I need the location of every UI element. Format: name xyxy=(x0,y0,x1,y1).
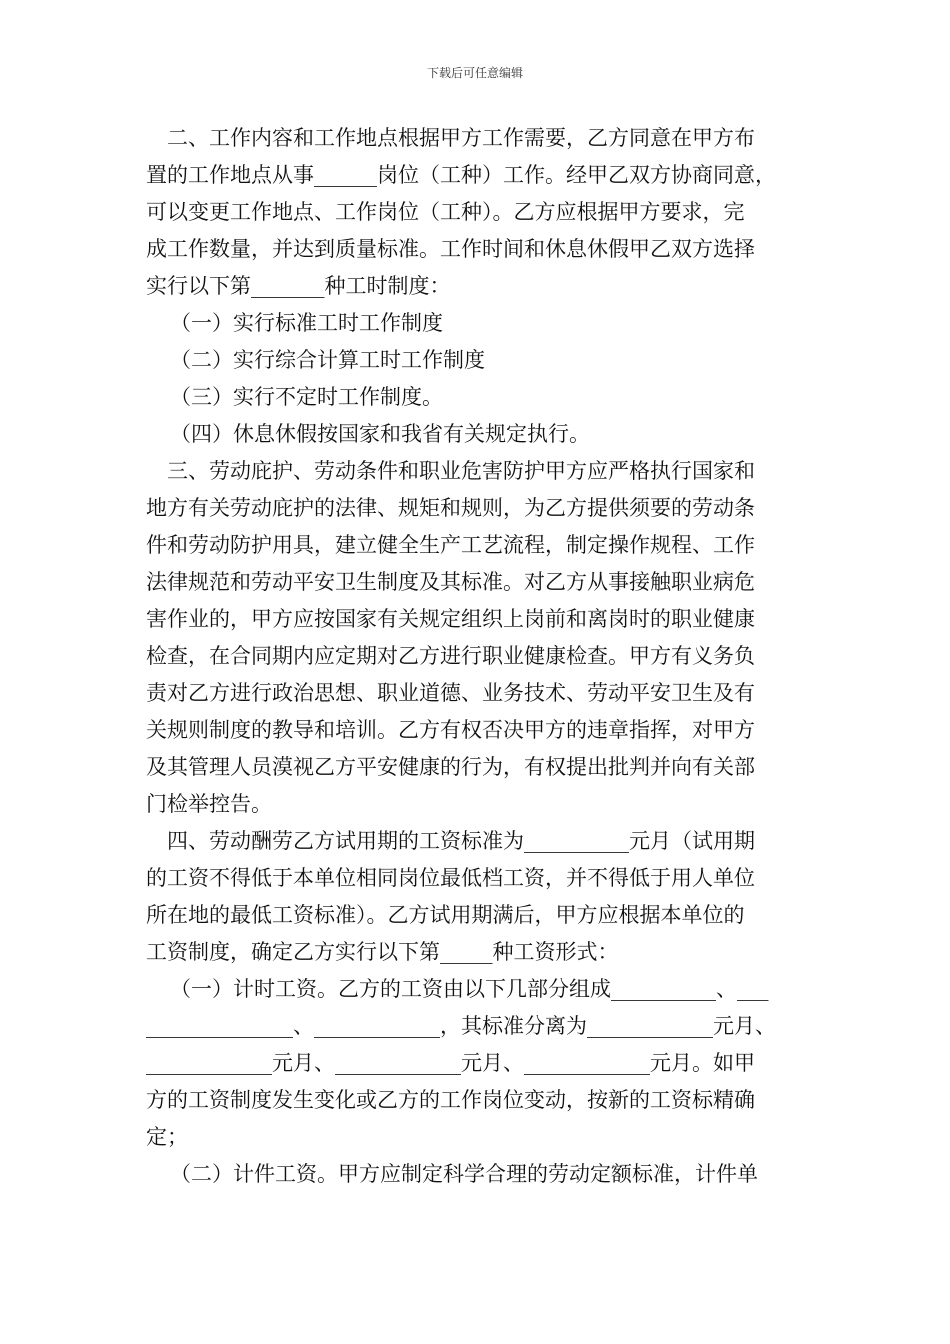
section-3-line-2: 地方有关劳动庇护的法律、规矩和规则，为乙方提供须要的劳动条 xyxy=(146,496,755,520)
section-3-line-3: 件和劳动防护用具，建立健全生产工艺流程，制定操作规程、工作 xyxy=(146,533,755,557)
wage-type-1-line-2: ______________、____________，其标准分离为____________元月、 xyxy=(146,1014,776,1038)
work-hour-option-3: （三）实行不定时工作制度。 xyxy=(170,385,443,409)
work-hour-option-4: （四）休息休假按国家和我省有关规定执行。 xyxy=(170,422,590,446)
section-3-line-1: 三、劳动庇护、劳动条件和职业危害防护甲方应严格执行国家和 xyxy=(167,459,755,483)
section-3-line-8: 关规则制度的教导和培训。乙方有权否决甲方的违章指挥，对甲方 xyxy=(146,718,755,742)
section-3-line-4: 法律规范和劳动平安卫生制度及其标准。对乙方从事接触职业病危 xyxy=(146,570,755,594)
section-4-line-3: 所在地的最低工资标准）。乙方试用期满后，甲方应根据本单位的 xyxy=(146,903,745,927)
section-2-line-5: 实行以下第_______种工时制度： xyxy=(146,274,451,298)
wage-type-1-line-1: （一）计时工资。乙方的工资由以下几部分组成__________、___ xyxy=(170,977,769,1001)
section-3-line-10: 门检举控告。 xyxy=(146,792,272,816)
section-4-line-4: 工资制度，确定乙方实行以下第_____种工资形式： xyxy=(146,940,619,964)
wage-type-1-line-4: 方的工资制度发生变化或乙方的工作岗位变动，按新的工资标精确 xyxy=(146,1088,755,1112)
wage-type-1-line-3: ____________元月、____________元月、____________元月。如甲 xyxy=(146,1051,755,1075)
document-body xyxy=(146,120,814,1193)
section-3-line-5: 害作业的，甲方应按国家有关规定组织上岗前和离岗时的职业健康 xyxy=(146,607,755,631)
section-2-line-1: 二、工作内容和工作地点根据甲方工作需要，乙方同意在甲方布 xyxy=(167,126,755,150)
work-hour-option-1: （一）实行标准工时工作制度 xyxy=(170,311,443,335)
section-3-line-9: 及其管理人员漠视乙方平安健康的行为，有权提出批判并向有关部 xyxy=(146,755,755,779)
section-3-line-7: 责对乙方进行政治思想、职业道德、业务技术、劳动平安卫生及有 xyxy=(146,681,755,705)
section-2-line-2: 置的工作地点从事______岗位（工种）工作。经甲乙双方协商同意， xyxy=(146,163,776,187)
section-4-line-2: 的工资不得低于本单位相同岗位最低档工资，并不得低于用人单位 xyxy=(146,866,755,890)
page-header: 下载后可任意编辑 xyxy=(426,66,523,80)
section-4-line-1: 四、劳动酬劳乙方试用期的工资标准为__________元月（试用期 xyxy=(167,829,755,853)
section-3-line-6: 检查，在合同期内应定期对乙方进行职业健康检查。甲方有义务负 xyxy=(146,644,755,668)
wage-type-1-line-5: 定； xyxy=(146,1125,188,1149)
work-hour-option-2: （二）实行综合计算工时工作制度 xyxy=(170,348,485,372)
section-2-line-3: 可以变更工作地点、工作岗位（工种）。乙方应根据甲方要求，完 xyxy=(146,200,745,224)
section-2-line-4: 成工作数量，并达到质量标准。工作时间和休息休假甲乙双方选择 xyxy=(146,237,755,261)
wage-type-2-line-1: （二）计件工资。甲方应制定科学合理的劳动定额标准，计件单 xyxy=(170,1162,758,1186)
